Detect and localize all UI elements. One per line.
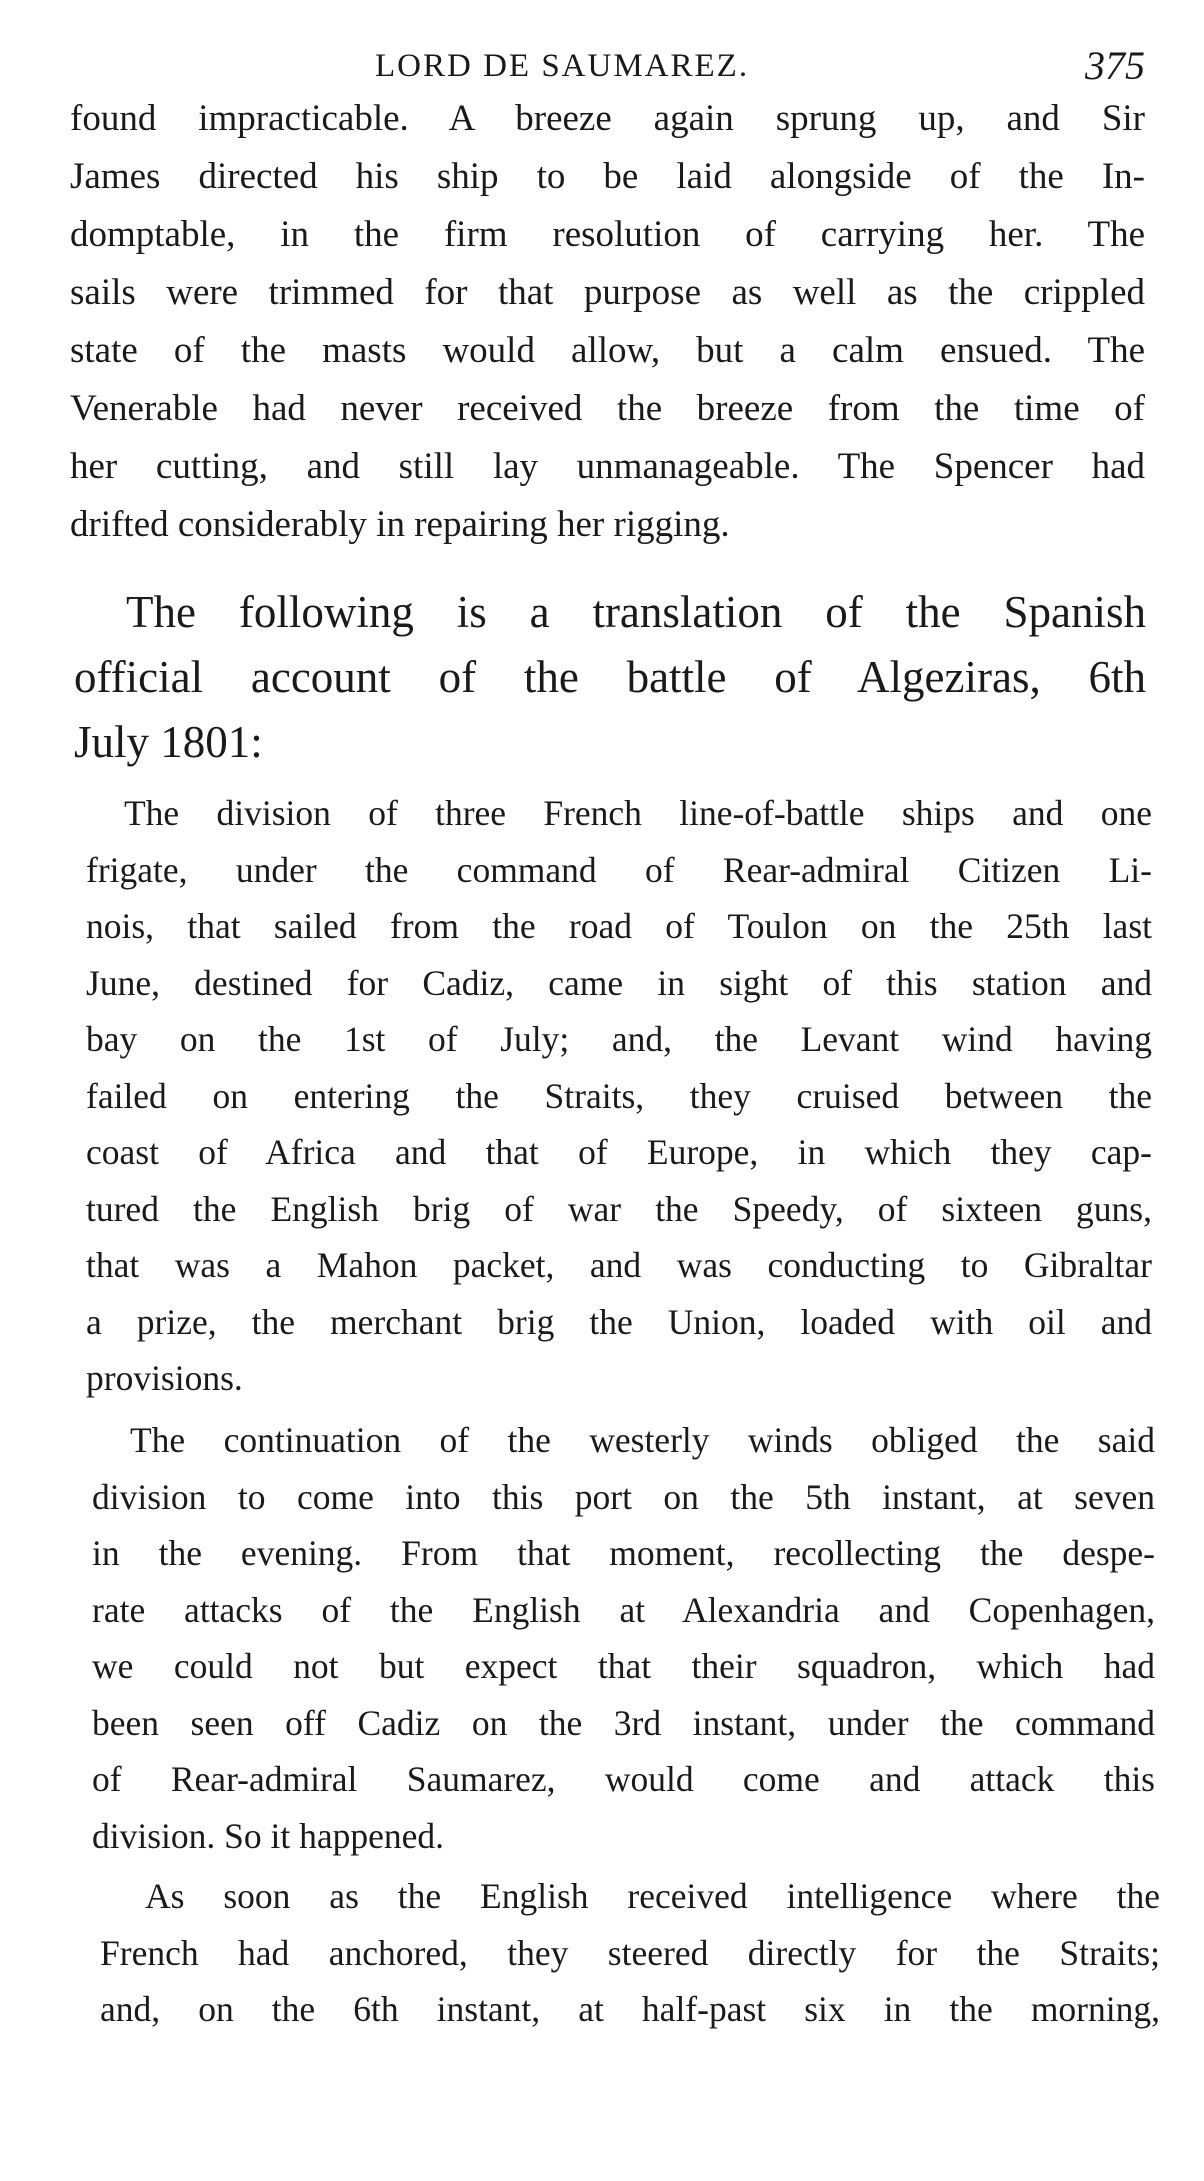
paragraph-account-2 — [92, 1412, 1155, 1864]
text-line: sails were trimmed for that purpose as well as the crippled — [70, 272, 1145, 313]
text-line: James directed his ship to be laid alongside of the In- — [70, 156, 1145, 197]
text-line: of Rear-admiral Saumarez, would come and attack this — [92, 1759, 1155, 1799]
text-line: nois, that sailed from the road of Toulon on the 25th last — [86, 906, 1152, 946]
text-line: her cutting, and still lay unmanageable. The Spencer had — [70, 446, 1145, 487]
text-line: division. So it happened. — [92, 1815, 445, 1856]
text-line: in the evening. From that moment, recollecting the despe- — [92, 1533, 1155, 1573]
text-line: frigate, under the command of Rear-admiral Citizen Li- — [86, 849, 1152, 890]
paragraph-opening — [70, 90, 1145, 554]
text-line: division to come into this port on the 5th instant, at seven — [92, 1476, 1155, 1517]
text-line: The continuation of the westerly winds obliged the said — [130, 1420, 1155, 1460]
page-number: 375 — [1085, 43, 1145, 88]
paragraph-translation-intro — [74, 580, 1146, 775]
text-line: coast of Africa and that of Europe, in which they cap- — [86, 1132, 1152, 1172]
text-line: been seen off Cadiz on the 3rd instant, under the command — [92, 1702, 1155, 1743]
text-line: drifted considerably in repairing her rigging. — [70, 504, 730, 545]
text-line: As soon as the English received intelligence where the — [145, 1876, 1160, 1916]
text-line: June, destined for Cadiz, came in sight of this station and — [86, 962, 1152, 1003]
paragraph-account-1 — [86, 785, 1152, 1407]
text-line: bay on the 1st of July; and, the Levant wind having — [86, 1019, 1152, 1059]
text-line: found impracticable. A breeze again sprung up, and Sir — [70, 98, 1145, 139]
text-line: a prize, the merchant brig the Union, loaded with oil and — [86, 1301, 1152, 1342]
text-line: Venerable had never received the breeze from the time of — [70, 388, 1145, 429]
text-line: official account of the battle of Algeziras, 6th — [74, 652, 1146, 702]
text-line: and, on the 6th instant, at half-past six in the morning, — [100, 1989, 1160, 2029]
text-line: The following is a translation of the Spanish — [126, 587, 1146, 637]
text-line: The division of three French line-of-battle ships and one — [124, 793, 1152, 833]
running-title: LORD DE SAUMAREZ. — [375, 48, 750, 84]
paragraph-account-3 — [100, 1868, 1160, 2038]
text-line: French had anchored, they steered directly for the Straits; — [100, 1932, 1160, 1973]
text-line: provisions. — [86, 1358, 243, 1398]
text-line: that was a Mahon packet, and was conducting to Gibraltar — [86, 1245, 1152, 1285]
text-line: state of the masts would allow, but a calm ensued. The — [70, 330, 1145, 371]
text-line: rate attacks of the English at Alexandria and Copenhagen, — [92, 1589, 1155, 1630]
text-line: failed on entering the Straits, they cruised between the — [86, 1075, 1152, 1116]
text-line: we could not but expect that their squadron, which had — [92, 1646, 1155, 1686]
text-line: domptable, in the firm resolution of carrying her. The — [70, 214, 1145, 255]
text-line: tured the English brig of war the Speedy, of sixteen guns, — [86, 1188, 1152, 1229]
text-line: July 1801: — [74, 717, 263, 767]
